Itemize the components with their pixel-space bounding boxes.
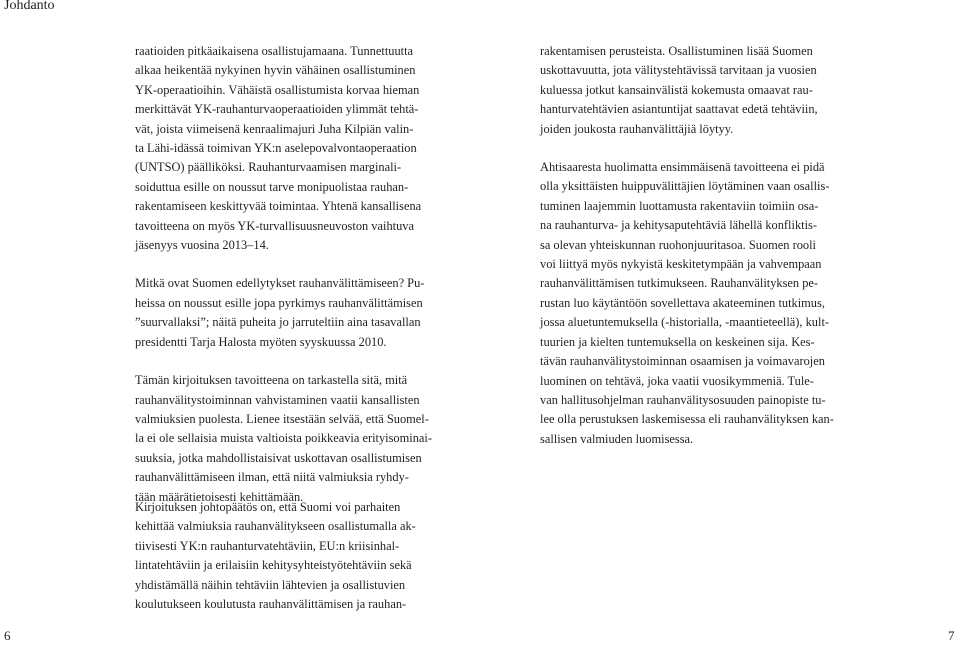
- paragraph: [135, 371, 440, 507]
- text-line: lintatehtäviin ja erilaisiin kehitysyhteistyötehtäviin sekä: [135, 558, 412, 573]
- text-line: (UNTSO) päälliköksi. Rauhanturvaamisen marginali-: [135, 160, 402, 175]
- text-line: yhdistämällä näihin tehtäviin lähtevien ja osallistuvien: [135, 577, 406, 592]
- text-line: rauhanvälittämiseen ilman, että niitä valmiuksia ryhdy-: [135, 470, 409, 485]
- paragraph: [540, 158, 845, 449]
- paragraph: [135, 498, 440, 614]
- text-line: suuksia, jotka mahdollistaisivat uskottavan osallistumisen: [135, 450, 422, 465]
- text-line: vät, joista viimeisenä kenraalimajuri Juha Kilpiän valin-: [135, 121, 414, 136]
- text-line: merkittävät YK-rauhanturvaoperaatioiden ylimmät tehtä-: [135, 102, 419, 117]
- text-line: tävän rauhanvälitystoiminnan osaamisen ja voimavarojen: [540, 354, 825, 369]
- text-line: soiduttua esille on noussut tarve monipuolistaa rauhan-: [135, 179, 409, 194]
- text-line: kehittää valmiuksia rauhanvälitykseen osallistumalla ak-: [135, 519, 416, 534]
- text-line: tiivisesti YK:n rauhanturvatehtäviin, EU:n kriisinhal-: [135, 538, 400, 553]
- right-column: [540, 42, 845, 449]
- text-line: jäsenyys vuosina 2013–14.: [135, 238, 269, 253]
- text-line: na rauhanturva- ja kehitysaputehtäviä lähellä konfliktis-: [540, 218, 817, 233]
- page-number-right: 7: [948, 628, 955, 643]
- text-line: Tämän kirjoituksen tavoitteena on tarkastella sitä, mitä: [135, 373, 408, 388]
- paragraph: [135, 42, 440, 255]
- text-line: olla yksittäisten huippuvälittäjien löytäminen vaan osallis-: [540, 179, 830, 194]
- text-line: alkaa heikentää nykyinen hyvin vähäinen osallistuminen: [135, 63, 416, 78]
- text-line: hanturvatehtävien asiantuntijat saattavat edetä tehtäviin,: [540, 102, 818, 117]
- text-line: van hallitusohjelman rauhanvälitysosuuden painopiste tu-: [540, 392, 826, 407]
- text-line: presidentti Tarja Halosta myöten syyskuussa 2010.: [135, 334, 387, 349]
- left-column: [135, 42, 440, 507]
- text-line: jossa aluetuntemuksella (-historialla, -maantieteellä), kult-: [540, 315, 830, 330]
- bottom-left-column: [135, 498, 440, 614]
- text-line: ”suurvallaksi”; näitä puheita jo jarruteltiin aina tasavallan: [135, 315, 421, 330]
- text-line: tuurien ja kielten tuntemuksella on keskeinen sija. Kes-: [540, 334, 815, 349]
- text-line: tuminen laajemmin luottamusta rakentaviin toimiin osa-: [540, 198, 819, 213]
- text-line: joiden joukosta rauhanvälittäjiä löytyy.: [540, 121, 734, 136]
- text-line: tavoitteena on myös YK-turvallisuusneuvoston vaihtuva: [135, 218, 414, 233]
- text-line: rauhanvälittämisen tutkimukseen. Rauhanvälityksen pe-: [540, 276, 819, 291]
- paragraph: [135, 274, 440, 352]
- text-line: YK-operaatioihin. Vähäistä osallistumista korvaa hieman: [135, 82, 420, 97]
- running-header: Johdanto: [4, 0, 55, 13]
- text-line: uskottavuutta, jota välitystehtävissä tarvitaan ja vuosien: [540, 63, 817, 78]
- text-line: luominen on tehtävä, joka vaatii vuosikymmeniä. Tule-: [540, 373, 814, 388]
- text-line: Mitkä ovat Suomen edellytykset rauhanvälittämiseen? Pu-: [135, 276, 425, 291]
- text-line: rustan luo käytäntöön sovellettava akateeminen tutkimus,: [540, 295, 825, 310]
- page-number-left: 6: [4, 628, 11, 643]
- text-line: valmiuksien puolesta. Lienee itsestään selvää, että Suomel-: [135, 411, 429, 426]
- text-line: voi liittyä myös nykyistä keskitetympään ja vahvempaan: [540, 257, 822, 272]
- text-line: sallisen valmiuden luomisessa.: [540, 431, 694, 446]
- text-line: koulutukseen koulutusta rauhanvälittämisen ja rauhan-: [135, 597, 407, 612]
- text-line: tään määrätietoisesti kehittämään.: [135, 489, 304, 504]
- text-line: raatioiden pitkäaikaisena osallistujamaana. Tunnettuutta: [135, 44, 414, 58]
- text-line: kuluessa jotkut kansainvälistä kokemusta omaavat rau-: [540, 82, 813, 97]
- text-line: la ei ole sellaisia muista valtioista poikkeavia erityisominai-: [135, 431, 432, 446]
- text-line: heissa on noussut esille jopa pyrkimys rauhanvälittämisen: [135, 295, 423, 310]
- paragraph: [540, 42, 845, 139]
- text-line: rakentamiseen keskittyvää toimintaa. Yhtenä kansallisena: [135, 199, 422, 214]
- text-line: lee olla perustuksen laskemisessa eli rauhanvälityksen kan-: [540, 412, 834, 427]
- text-line: ta Lähi-idässä toimivan YK:n aselepovalvontaoperaation: [135, 141, 417, 156]
- text-line: sa olevan yhteiskunnan ruohonjuuritasoa. Suomen rooli: [540, 237, 816, 252]
- text-line: rakentamisen perusteista. Osallistuminen lisää Suomen: [540, 44, 813, 58]
- text-line: Ahtisaaresta huolimatta ensimmäisenä tavoitteena ei pidä: [540, 160, 825, 175]
- text-line: rauhanvälitystoiminnan vahvistaminen vaatii kansallisten: [135, 392, 420, 407]
- text-line: Kirjoituksen johtopäätös on, että Suomi voi parhaiten: [135, 500, 401, 514]
